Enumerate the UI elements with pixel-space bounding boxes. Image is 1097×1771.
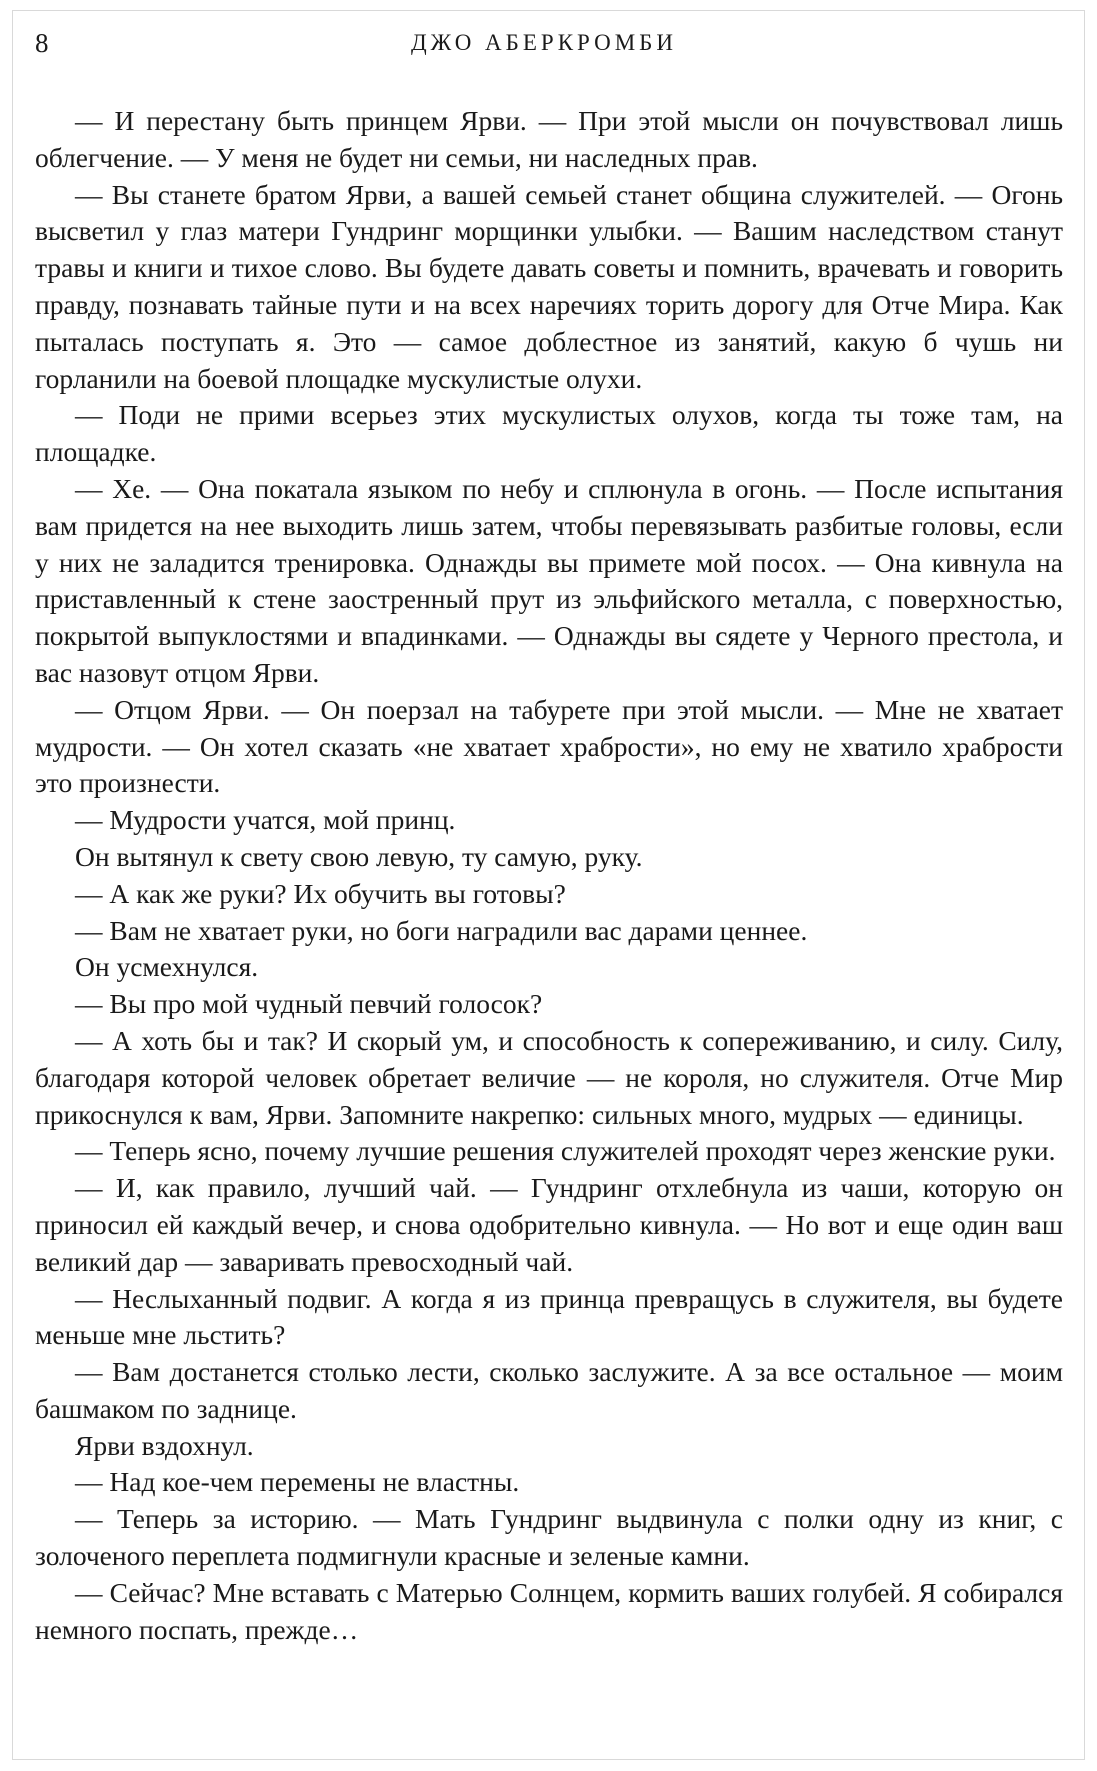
paragraph: — И, как правило, лучший чай. — Гундринг отхлебнула из чаши, которую он приносил ей каждый вечер, и снова одобрительно кивнула. — Но вот и еще один ваш великий дар — заваривать превосходный чай. xyxy=(35,1172,1063,1277)
paragraph: — Вы станете братом Ярви, а вашей семьей станет община служителей. — Огонь высветил у глаз матери Гундринг морщинки улыбки. — Вашим наследством станут травы и книги и тихое слово. Вы будете давать советы и помнить, врачевать и говорить правду, познавать тайные пути и на всех наречиях торить дорогу для Отче Мира. Как пыталась поступать я. Это — самое доблестное из занятий, какую б чушь ни горланили на боевой площадке мускулистые олухи. xyxy=(35,178,1063,394)
book-page xyxy=(12,10,1085,1760)
paragraph: — Вы про мой чудный певчий голосок? xyxy=(75,988,543,1020)
paragraph: — Мудрости учатся, мой принц. xyxy=(75,804,456,836)
paragraph: — И перестану быть принцем Ярви. — При этой мысли он почувствовал лишь облегчение. — У меня не будет ни семьи, ни наследных прав. xyxy=(35,105,1063,173)
paragraph: — Теперь за историю. — Мать Гундринг выдвинула с полки одну из книг, с золоченого переплета подмигнули красные и зеленые камни. xyxy=(35,1503,1063,1572)
paragraph: — Теперь ясно, почему лучшие решения служителей проходят через женские руки. xyxy=(75,1135,1056,1167)
text-body xyxy=(35,103,1063,1648)
paragraph: — Поди не прими всерьез этих мускулистых олухов, когда ты тоже там, на площадке. xyxy=(35,399,1063,468)
author-title: ДЖО АБЕРКРОМБИ xyxy=(410,30,678,55)
paragraph: — Отцом Ярви. — Он поерзал на табурете при этой мысли. — Мне не хватает мудрости. — Он хотел сказать «не хватает храбрости», но ему не хватило храбрости это произнести. xyxy=(35,693,1063,799)
paragraph: Он вытянул к свету свою левую, ту самую, руку. xyxy=(75,840,643,872)
paragraph: — А как же руки? Их обучить вы готовы? xyxy=(75,877,566,909)
page-number: 8 xyxy=(35,28,49,58)
paragraph: — Хе. — Она покатала языком по небу и сплюнула в огонь. — После испытания вам придется на нее выходить лишь затем, чтобы перевязывать разбитые головы, если у них не заладится тренировка. Однажды вы примете мой посох. — Она кивнула на приставленный к стене заостренный прут из эльфийского металла, с поверхностью, покрытой выпуклостями и впадинками. — Однажды вы сядете у Черного престола, и вас назовут отцом Ярви. xyxy=(35,472,1063,688)
paragraph: Он усмехнулся. xyxy=(75,951,259,983)
paragraph: — Над кое-чем перемены не властны. xyxy=(75,1466,520,1498)
paragraph: — Вам не хватает руки, но боги наградили вас дарами ценнее. xyxy=(75,914,808,946)
paragraph: — Неслыханный подвиг. А когда я из принца превращусь в служителя, вы будете меньше мне льстить? xyxy=(35,1282,1063,1351)
paragraph: — Сейчас? Мне вставать с Матерью Солнцем, кормить ваших голубей. Я собирался немного поспать, прежде… xyxy=(35,1576,1063,1645)
paragraph: Ярви вздохнул. xyxy=(75,1429,254,1461)
running-header xyxy=(35,25,1053,61)
paragraph: — А хоть бы и так? И скорый ум, и способность к сопереживанию, и силу. Силу, благодаря которой человек обретает величие — не короля, но служителя. Отче Мир прикоснулся к вам, Ярви. Запомните накрепко: сильных много, мудрых — единицы. xyxy=(35,1024,1063,1130)
paragraph: — Вам достанется столько лести, сколько заслужите. А за все остальное — моим башмаком по заднице. xyxy=(35,1356,1063,1424)
